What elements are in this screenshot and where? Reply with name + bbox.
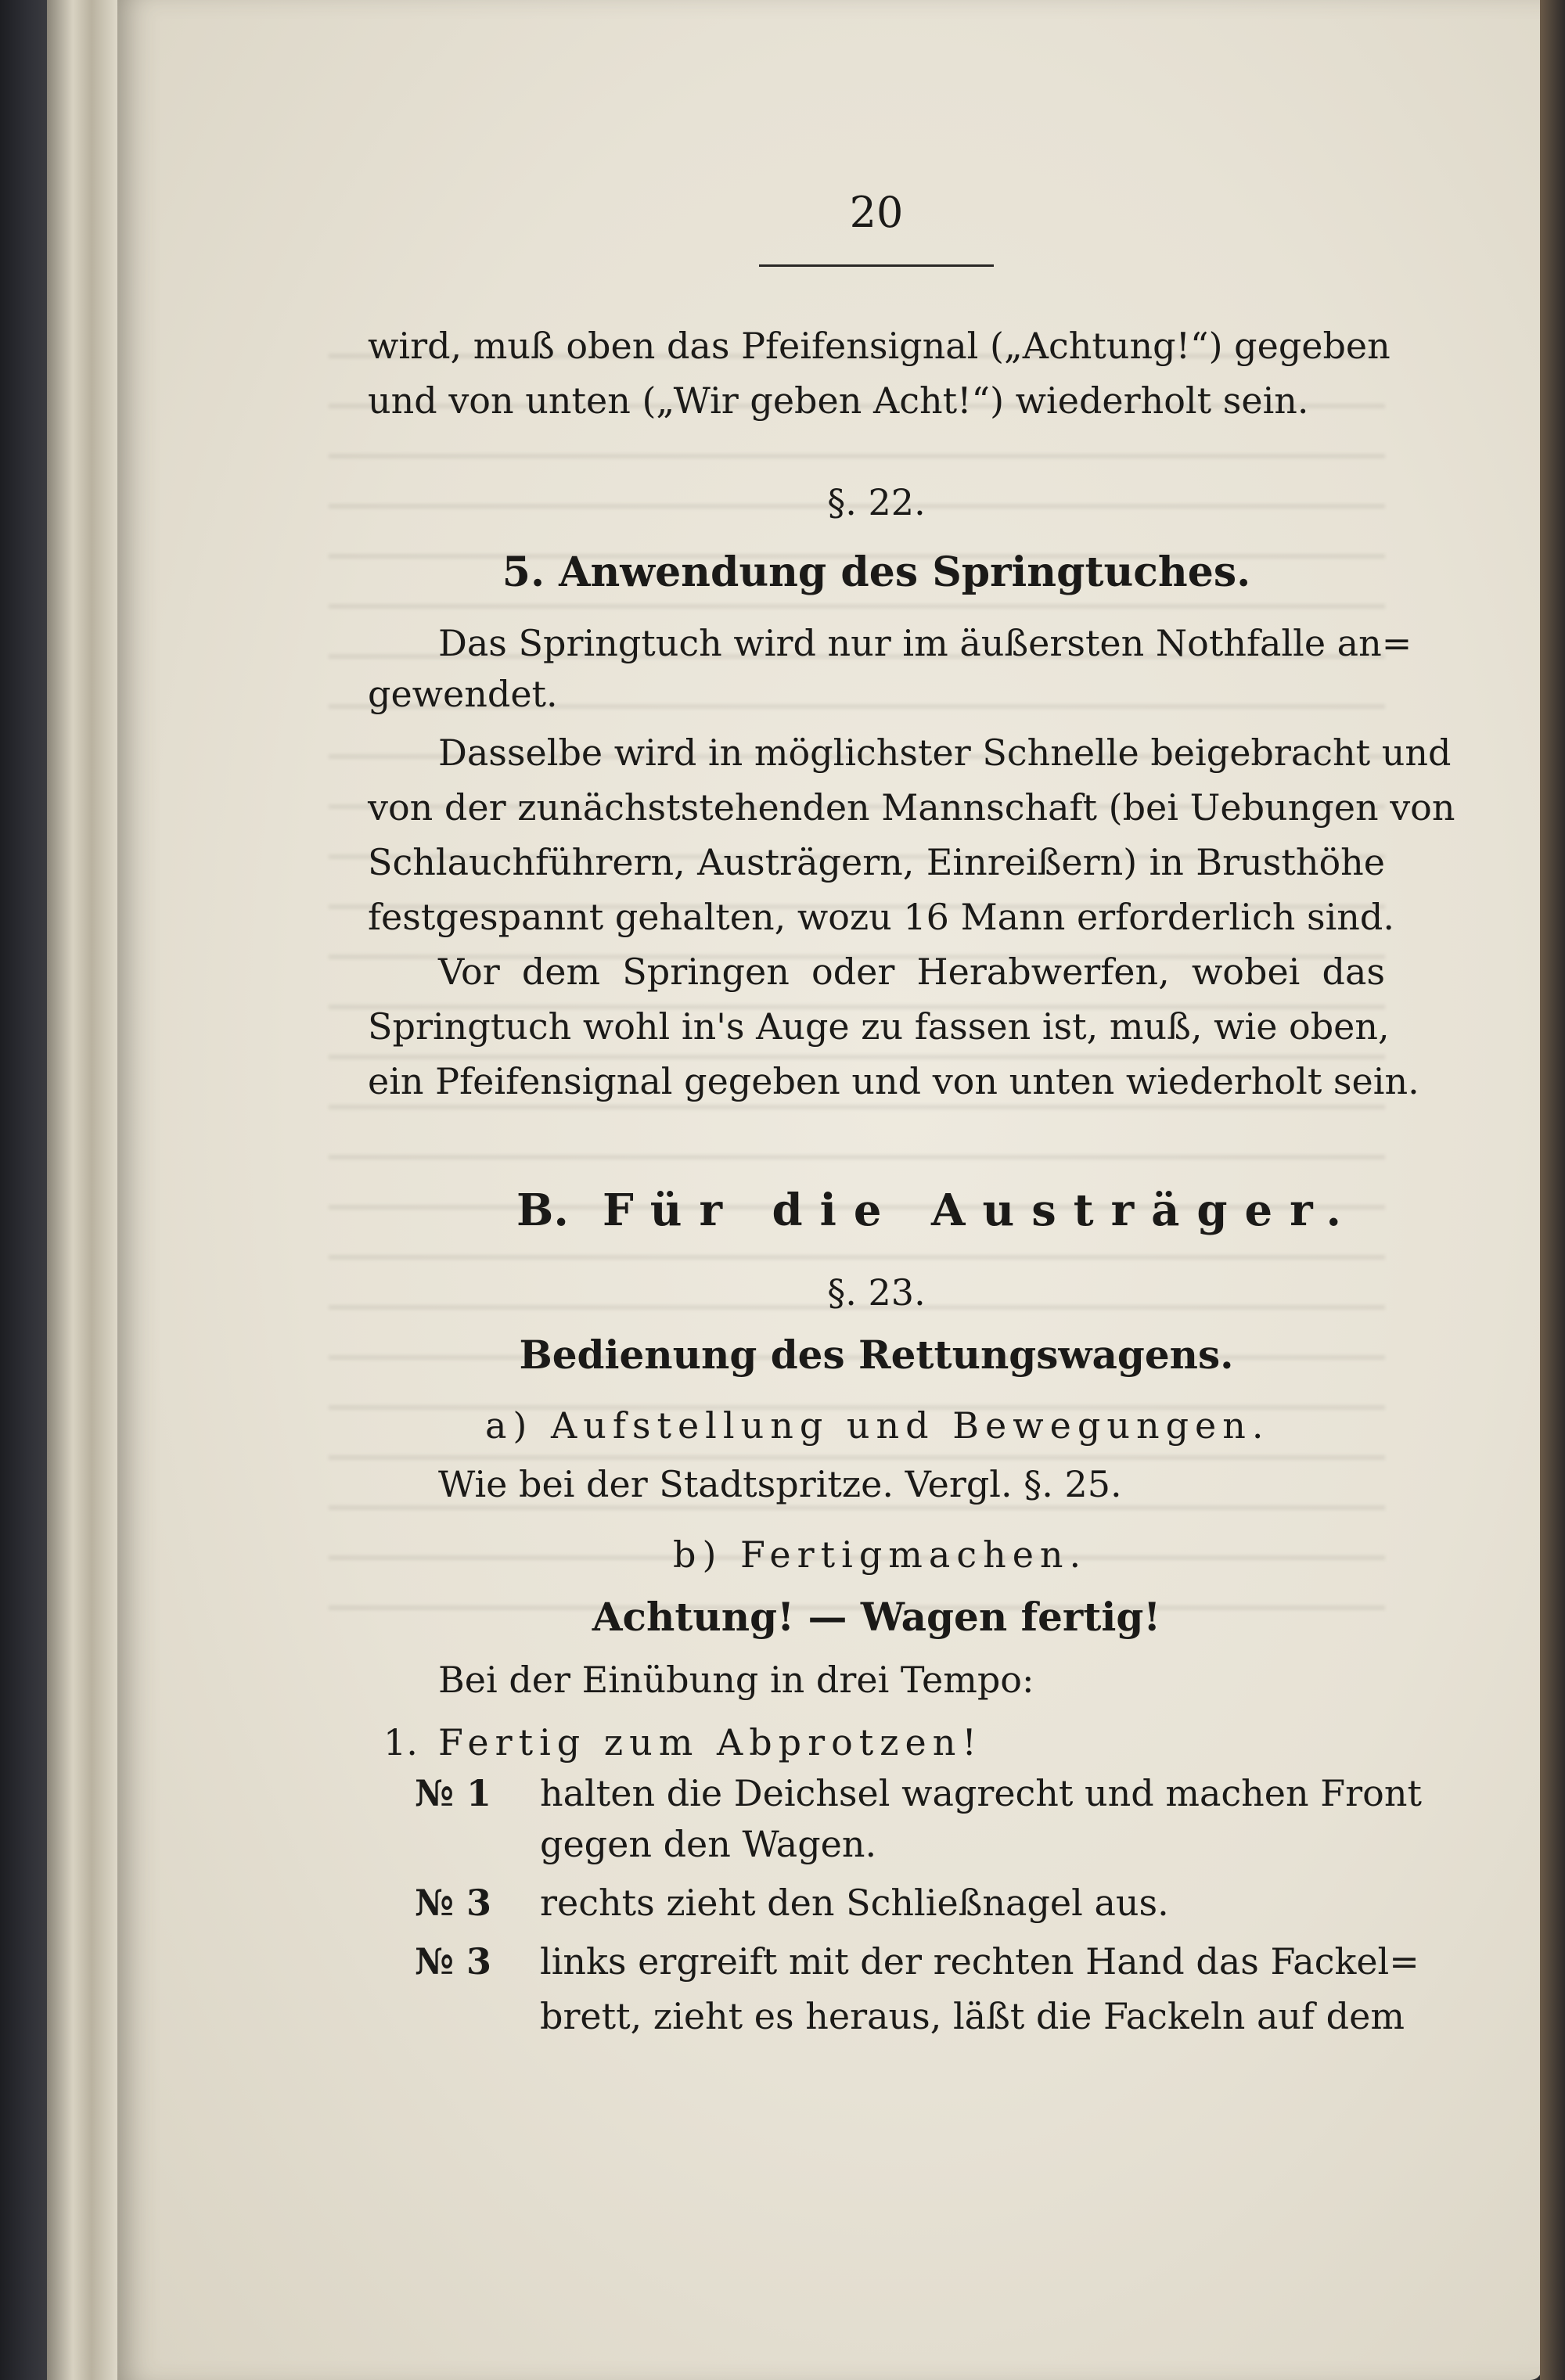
- text-line: wird, muß oben das Pfeifensignal („Achtung!“) gegeben: [368, 325, 1391, 367]
- subsection-heading: a) Aufstellung und Bewegungen.: [485, 1404, 1270, 1447]
- item-text-line: brett, zieht es heraus, läßt die Fackeln auf dem: [540, 1995, 1405, 2037]
- item-text-line: links ergreift mit der rechten Hand das Fackel=: [540, 1940, 1419, 1983]
- text-line: festgespannt gehalten, wozu 16 Mann erforderlich sind.: [368, 896, 1394, 938]
- paragraph-number: §. 23.: [827, 1271, 926, 1314]
- header-rule: [759, 264, 994, 267]
- text-line: ein Pfeifensignal gegeben und von unten wiederholt sein.: [368, 1060, 1419, 1102]
- text-line: und von unten („Wir geben Acht!“) wiederholt sein.: [368, 379, 1309, 422]
- text-line: Vor dem Springen oder Herabwerfen, wobei das: [438, 951, 1385, 993]
- step-number: 1.: [383, 1721, 418, 1763]
- part-heading: Für die Austräger.: [603, 1185, 1359, 1236]
- text-line: Das Springtuch wird nur im äußersten Nothfalle an=: [438, 622, 1412, 664]
- item-text-line: halten die Deichsel wagrecht und machen Front: [540, 1772, 1422, 1814]
- text-line: Schlauchführern, Austrägern, Einreißern) in Brusthöhe: [368, 841, 1385, 883]
- step-text: Fertig zum Abprotzen!: [438, 1721, 983, 1763]
- paragraph-number: §. 22.: [827, 481, 926, 523]
- text-line: Wie bei der Stadtspritze. Vergl. §. 25.: [438, 1463, 1122, 1505]
- item-number-label: № 3: [415, 1940, 492, 1983]
- item-number-label: № 1: [415, 1772, 492, 1814]
- text-line: Springtuch wohl in's Auge zu fassen ist, muß, wie oben,: [368, 1005, 1390, 1048]
- item-text-line: rechts zieht den Schließnagel aus.: [540, 1882, 1169, 1924]
- part-letter: B.: [516, 1185, 569, 1236]
- subsection-heading: b) Fertigmachen.: [673, 1533, 1088, 1576]
- scanner-background-right: [1540, 0, 1565, 2380]
- item-number-label: № 3: [415, 1882, 492, 1924]
- text-line: Bei der Einübung in drei Tempo:: [438, 1659, 1034, 1701]
- command-heading: Achtung! — Wagen fertig!: [592, 1594, 1161, 1640]
- text-line: gewendet.: [368, 673, 558, 715]
- text-line: Dasselbe wird in möglichster Schnelle beigebracht und: [438, 732, 1452, 774]
- scanner-background-left: [0, 0, 47, 2380]
- stacked-page-edges: [47, 0, 121, 2380]
- item-text-line: gegen den Wagen.: [540, 1823, 877, 1865]
- text-line: von der zunächststehenden Mannschaft (bei Uebungen von: [368, 786, 1455, 829]
- section-heading: 5. Anwendung des Springtuches.: [502, 548, 1251, 596]
- page-number: 20: [849, 188, 904, 237]
- section-heading: Bedienung des Rettungswagens.: [519, 1332, 1234, 1378]
